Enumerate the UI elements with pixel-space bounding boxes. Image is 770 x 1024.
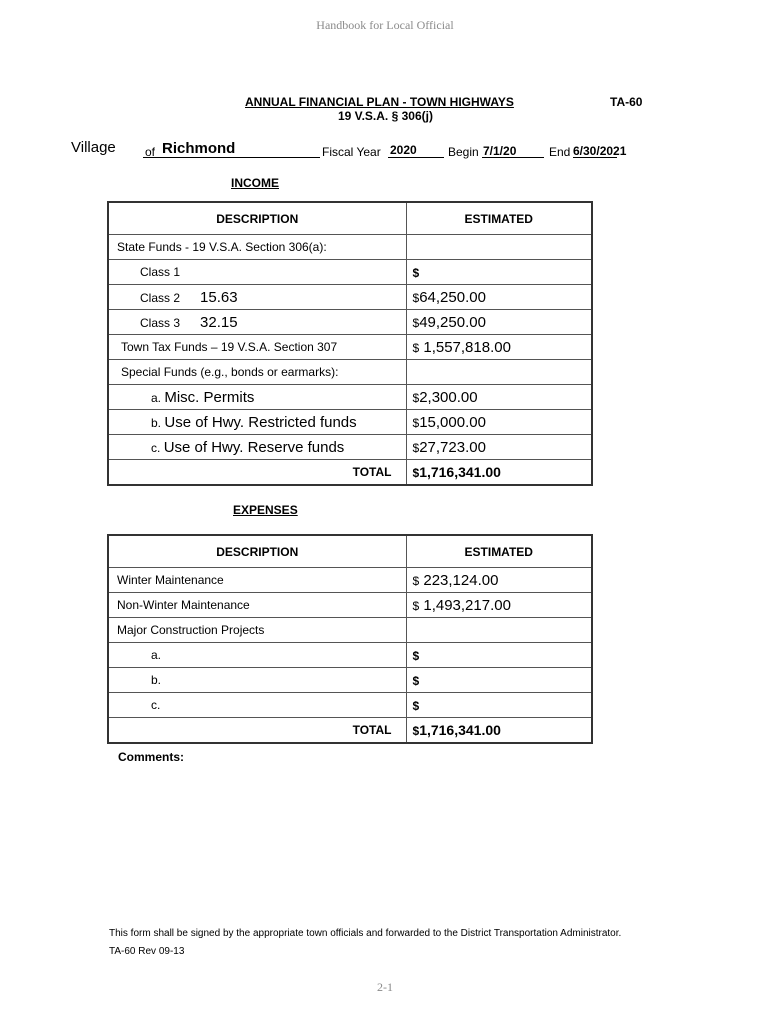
class1-amount-cell[interactable] xyxy=(406,260,592,285)
comments-label: Comments: xyxy=(118,750,185,764)
submission-instruction: This form shall be signed by the appropriate town officials and forwarded to the District Transportation Administrator. xyxy=(109,928,622,939)
project-b-amount-cell[interactable] xyxy=(406,668,592,693)
non-winter-maintenance-amount-cell[interactable] xyxy=(406,593,592,618)
item-letter: c. xyxy=(151,698,161,712)
expenses-heading: EXPENSES xyxy=(233,503,298,517)
special-item-b-amount-cell[interactable] xyxy=(406,410,592,435)
table-row xyxy=(108,668,592,693)
winter-maintenance-label: Winter Maintenance xyxy=(108,568,406,593)
item-letter: c. xyxy=(151,440,161,455)
income-col-description: DESCRIPTION xyxy=(108,202,406,235)
expenses-total-cell[interactable] xyxy=(406,718,592,744)
special-funds-amount-cell xyxy=(406,360,592,385)
winter-maintenance-amount-cell[interactable] xyxy=(406,568,592,593)
income-heading: INCOME xyxy=(231,176,279,190)
handbook-title: Handbook for Local Official xyxy=(316,18,454,32)
item-letter: b. xyxy=(151,673,162,687)
end-date-value: 6/30/2021 xyxy=(573,144,627,158)
currency-symbol: $ xyxy=(412,648,420,663)
currency-symbol: $ xyxy=(412,415,420,430)
currency-symbol: $ xyxy=(412,598,420,613)
form-subtitle: 19 V.S.A. § 306(j) xyxy=(338,109,433,123)
currency-symbol: $ xyxy=(412,573,420,588)
expenses-total-amount: 1,716,341.00 xyxy=(419,722,501,738)
class3-value[interactable]: 32.15 xyxy=(200,313,238,331)
table-row xyxy=(108,410,592,435)
town-tax-label: Town Tax Funds – 19 V.S.A. Section 307 xyxy=(108,335,406,360)
income-table xyxy=(107,201,593,486)
expenses-table-header xyxy=(108,535,592,568)
class3-amount: 49,250.00 xyxy=(419,313,486,331)
income-total-cell[interactable] xyxy=(406,460,592,486)
income-total-amount: 1,716,341.00 xyxy=(419,464,501,480)
expenses-col-description: DESCRIPTION xyxy=(108,535,406,568)
town-tax-amount: 1,557,818.00 xyxy=(419,338,511,356)
table-row xyxy=(108,260,592,285)
of-label: of xyxy=(145,145,156,159)
income-table-header xyxy=(108,202,592,235)
end-label: End xyxy=(549,145,571,159)
currency-symbol: $ xyxy=(412,440,420,455)
class2-value[interactable]: 15.63 xyxy=(200,288,238,306)
table-row xyxy=(108,310,592,335)
major-construction-amount-cell xyxy=(406,618,592,643)
special-funds-label: Special Funds (e.g., bonds or earmarks): xyxy=(108,360,406,385)
town-tax-amount-cell[interactable] xyxy=(406,335,592,360)
class3-amount-cell[interactable] xyxy=(406,310,592,335)
begin-label: Begin xyxy=(448,145,479,159)
table-row xyxy=(108,360,592,385)
item-letter: a. xyxy=(151,390,162,405)
major-construction-label: Major Construction Projects xyxy=(108,618,406,643)
table-row xyxy=(108,643,592,668)
non-winter-maintenance-amount: 1,493,217.00 xyxy=(419,596,511,614)
table-row xyxy=(108,235,592,260)
class1-label: Class 1 xyxy=(140,265,181,279)
expenses-col-estimated: ESTIMATED xyxy=(406,535,592,568)
currency-symbol: $ xyxy=(412,466,420,480)
item-letter: a. xyxy=(151,648,162,662)
table-row xyxy=(108,285,592,310)
special-item-b-amount: 15,000.00 xyxy=(419,413,486,431)
table-row xyxy=(108,335,592,360)
table-row xyxy=(108,693,592,718)
special-item-c-cell[interactable] xyxy=(108,435,406,460)
currency-symbol: $ xyxy=(412,315,420,330)
fiscal-year-label: Fiscal Year xyxy=(322,145,381,159)
table-row xyxy=(108,460,592,486)
class2-amount-cell[interactable] xyxy=(406,285,592,310)
special-item-b-cell[interactable] xyxy=(108,410,406,435)
special-item-a-amount-cell[interactable] xyxy=(406,385,592,410)
income-col-estimated: ESTIMATED xyxy=(406,202,592,235)
table-row xyxy=(108,385,592,410)
state-funds-label: State Funds - 19 V.S.A. Section 306(a): xyxy=(108,235,406,260)
special-item-c-amount: 27,723.00 xyxy=(419,438,486,456)
special-item-a-amount: 2,300.00 xyxy=(419,388,478,406)
class2-amount: 64,250.00 xyxy=(419,288,486,306)
project-c-amount-cell[interactable] xyxy=(406,693,592,718)
class2-label: Class 2 xyxy=(140,290,181,305)
non-winter-maintenance-label: Non-Winter Maintenance xyxy=(108,593,406,618)
end-date-field[interactable] xyxy=(573,142,627,158)
winter-maintenance-amount: 223,124.00 xyxy=(419,571,499,589)
class2-cell xyxy=(108,285,406,310)
project-b-cell[interactable] xyxy=(108,668,406,693)
currency-symbol: $ xyxy=(412,290,420,305)
state-funds-amount-cell xyxy=(406,235,592,260)
currency-symbol: $ xyxy=(412,698,420,713)
currency-symbol: $ xyxy=(412,724,420,738)
class1-cell xyxy=(108,260,406,285)
project-a-cell[interactable] xyxy=(108,643,406,668)
revision-label: TA-60 Rev 09-13 xyxy=(109,946,185,957)
special-item-a-label: Misc. Permits xyxy=(164,388,255,406)
town-name: Richmond xyxy=(162,140,236,157)
special-item-a-cell[interactable] xyxy=(108,385,406,410)
currency-symbol: $ xyxy=(412,673,420,688)
class3-cell xyxy=(108,310,406,335)
town-name-field[interactable] xyxy=(143,142,320,158)
begin-date-field[interactable] xyxy=(482,142,544,158)
form-id: TA-60 xyxy=(610,95,643,109)
entity-type: Village xyxy=(71,139,116,156)
currency-symbol: $ xyxy=(412,265,420,280)
begin-date-value: 7/1/20 xyxy=(483,144,517,158)
page-number: 2-1 xyxy=(377,980,393,994)
item-letter: b. xyxy=(151,415,162,430)
comments-area[interactable] xyxy=(118,770,598,910)
special-item-c-label: Use of Hwy. Reserve funds xyxy=(163,438,345,456)
form-title: ANNUAL FINANCIAL PLAN - TOWN HIGHWAYS xyxy=(245,95,514,109)
currency-symbol: $ xyxy=(412,390,420,405)
project-c-cell[interactable] xyxy=(108,693,406,718)
table-row xyxy=(108,718,592,744)
table-row xyxy=(108,568,592,593)
table-row xyxy=(108,435,592,460)
project-a-amount-cell[interactable] xyxy=(406,643,592,668)
special-item-c-amount-cell[interactable] xyxy=(406,435,592,460)
fiscal-year-value: 2020 xyxy=(390,143,417,157)
special-item-b-label: Use of Hwy. Restricted funds xyxy=(164,413,357,431)
currency-symbol: $ xyxy=(412,340,420,355)
expenses-total-label: TOTAL xyxy=(108,718,406,744)
table-row xyxy=(108,618,592,643)
income-total-label: TOTAL xyxy=(108,460,406,486)
expenses-table xyxy=(107,534,593,744)
class3-label: Class 3 xyxy=(140,315,181,330)
table-row xyxy=(108,593,592,618)
fiscal-year-field[interactable] xyxy=(388,142,444,158)
